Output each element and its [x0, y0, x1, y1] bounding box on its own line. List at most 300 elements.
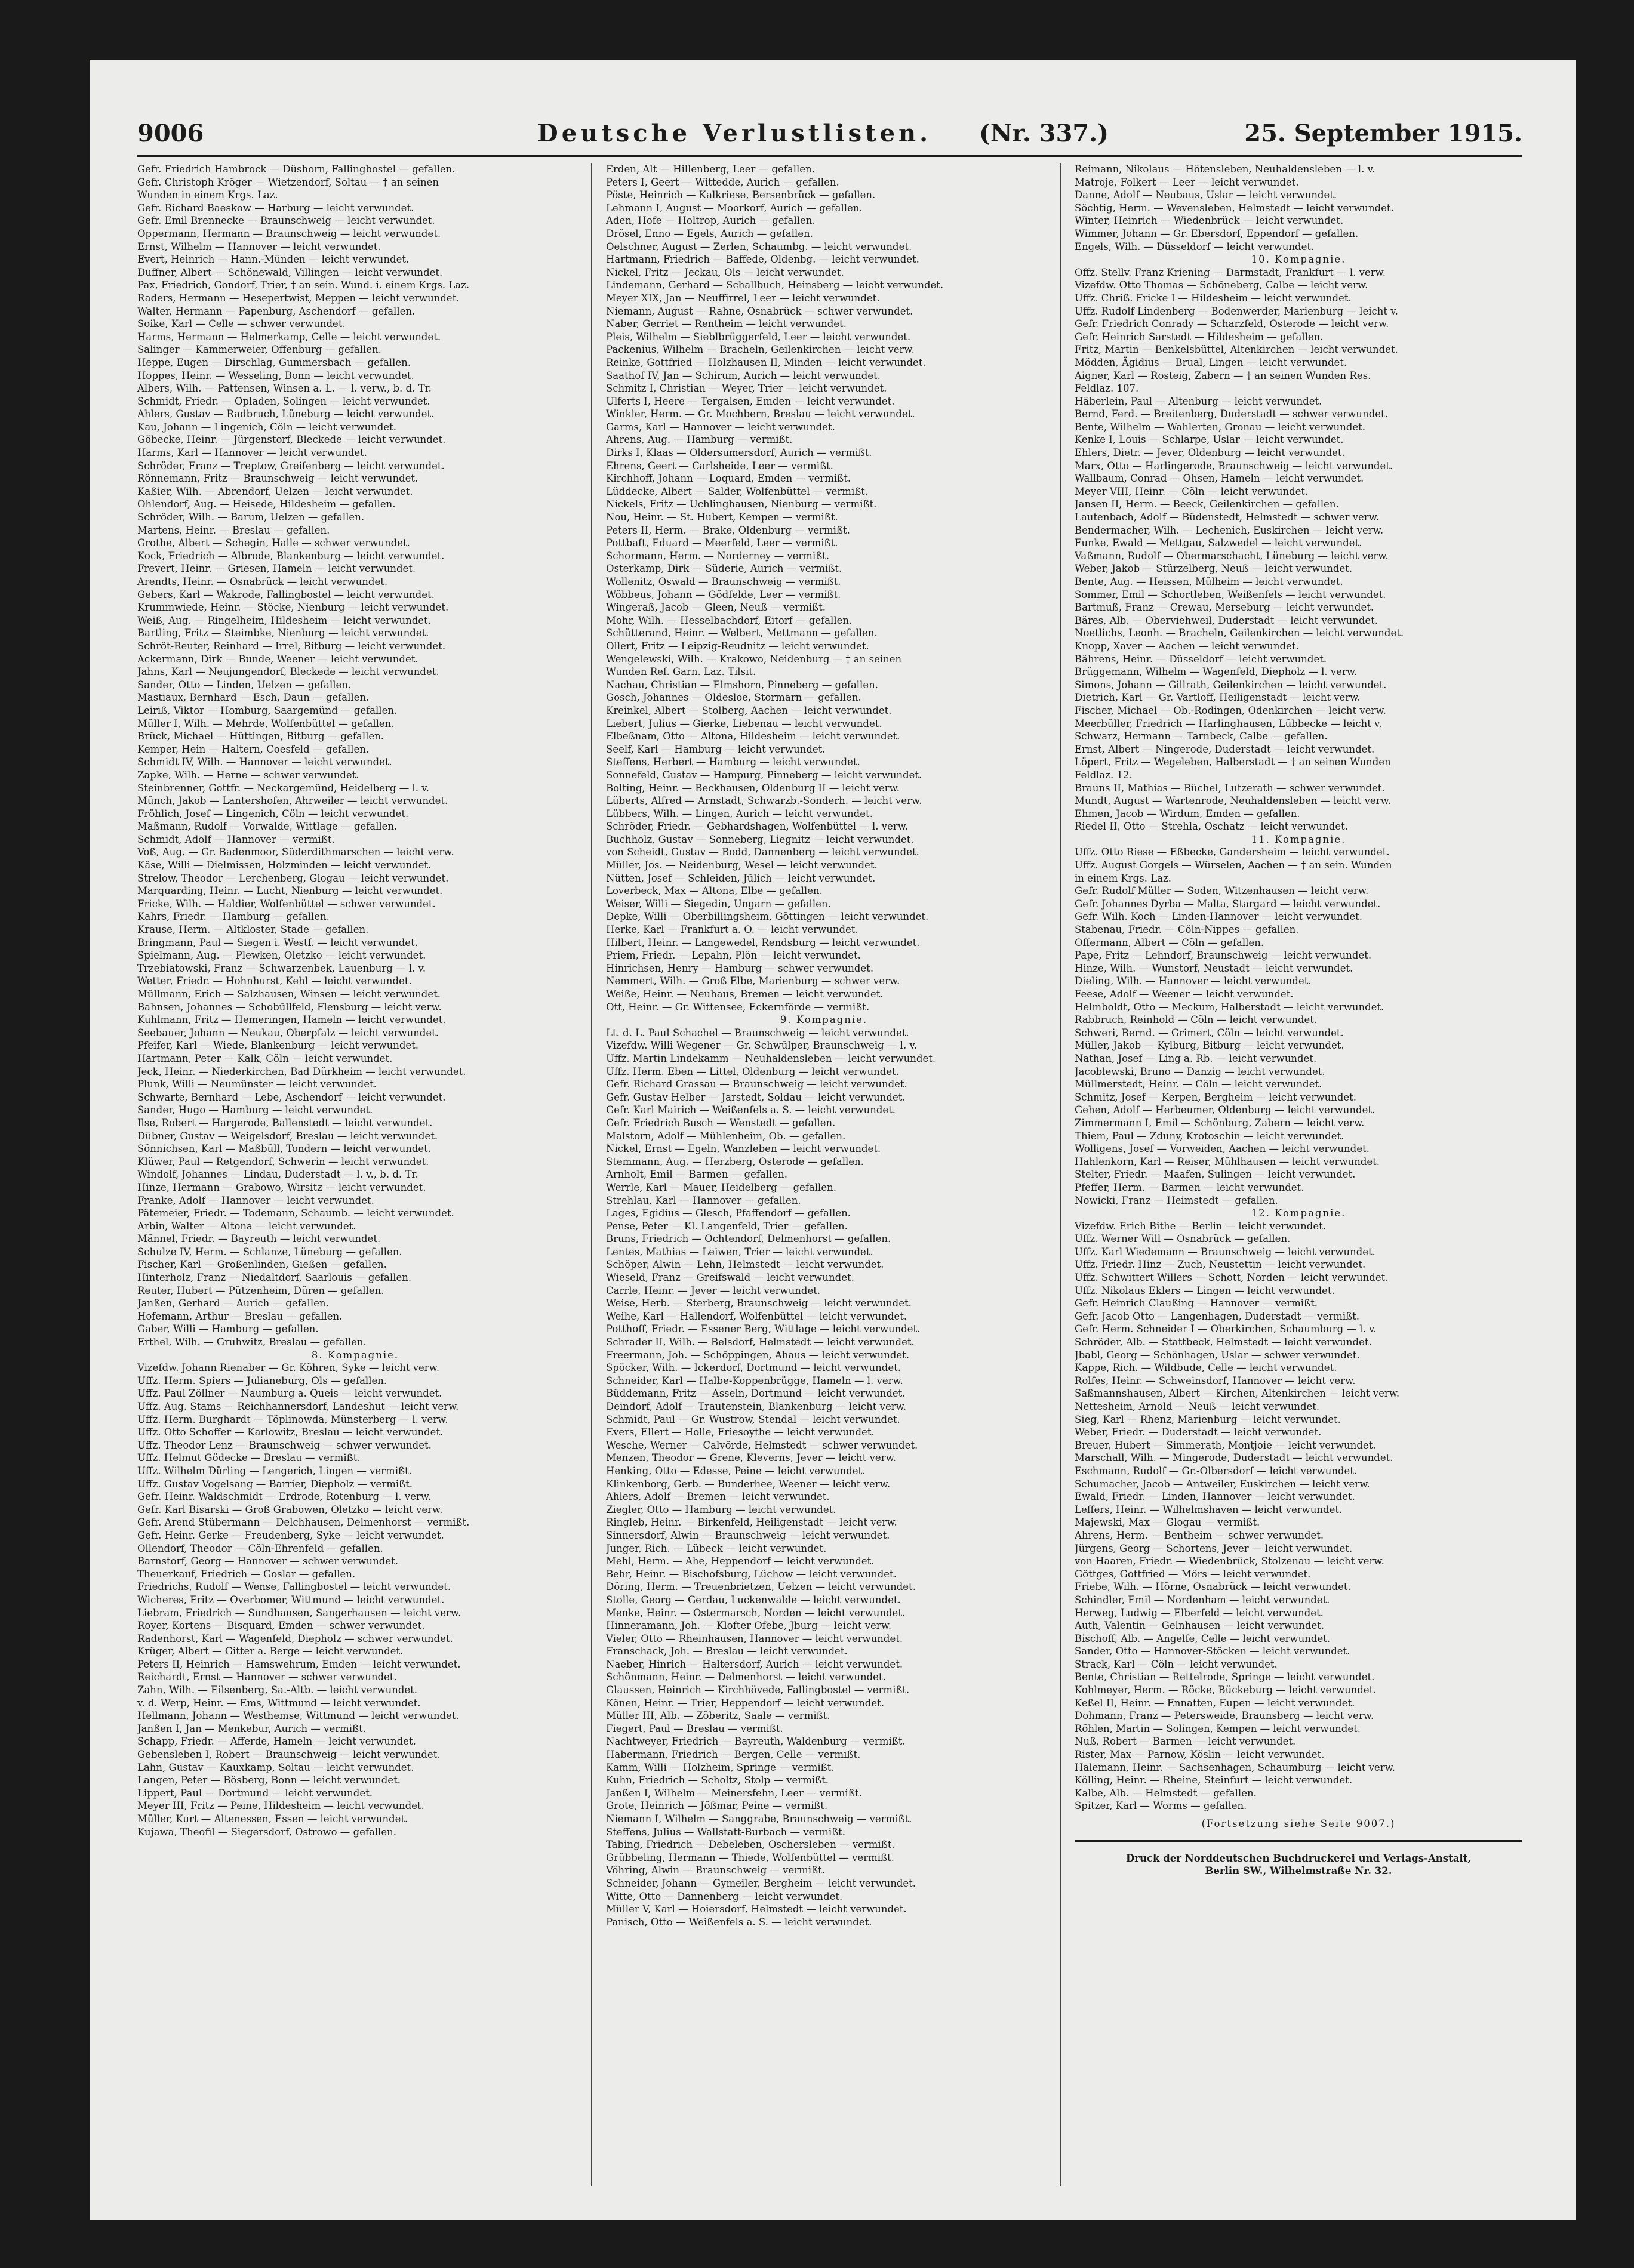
casualty-entry: Nickels, Fritz — Uchlinghausen, Nienburg — vermißt. [606, 498, 877, 510]
casualty-entry: Malstorn, Adolf — Mühlenheim, Ob. — gefallen. [606, 1130, 846, 1142]
casualty-entry: Majewski, Max — Glogau — vermißt. [1075, 1517, 1260, 1529]
casualty-entry: Söchtig, Herm. — Wevensleben, Helmstedt — leicht verwundet. [1075, 202, 1394, 214]
casualty-entry: Spöcker, Wilh. — Ickerdorf, Dortmund — leicht verwundet. [606, 1362, 901, 1374]
casualty-entry: Ehmen, Jacob — Wirdum, Emden — gefallen. [1075, 808, 1300, 819]
casualty-entry: Gefr. Wilh. Koch — Linden-Hannover — leicht verwundet. [1075, 911, 1363, 923]
casualty-entry: Reinke, Gottfried — Holzhausen II, Minden — leicht verwundet. [606, 356, 926, 368]
casualty-entry: Krause, Herm. — Altkloster, Stade — gefallen. [137, 924, 369, 936]
printer-imprint: Druck der Norddeutschen Buchdruckerei und Verlags-Anstalt, [1125, 1852, 1472, 1864]
casualty-entry: Radenhorst, Karl — Wagenfeld, Diepholz — schwer verwundet. [137, 1632, 453, 1644]
casualty-entry: Priem, Friedr. — Lepahn, Plön — leicht verwundet. [606, 950, 861, 962]
casualty-entry: Ilse, Robert — Hargerode, Ballenstedt — leicht verwundet. [137, 1117, 433, 1129]
casualty-entry: Frevert, Heinr. — Griesen, Hameln — leicht verwundet. [137, 563, 416, 575]
casualty-entry: Harms, Hermann — Helmerkamp, Celle — leicht verwundet. [137, 331, 441, 343]
casualty-entry: Arnholt, Emil — Barmen — gefallen. [606, 1169, 787, 1181]
casualty-entry: Vizefdw. Johann Rienaber — Gr. Köhren, Syke — leicht verw. [137, 1362, 440, 1374]
casualty-entry: Kirchhoff, Johann — Loquard, Emden — vermißt. [606, 473, 851, 485]
casualty-entry: Lüddecke, Albert — Salder, Wolfenbüttel — vermißt. [606, 485, 869, 497]
casualty-entry: Weber, Jakob — Stürzelberg, Neuß — leicht verwundet. [1075, 563, 1353, 575]
casualty-entry: Häberlein, Paul — Altenburg — leicht verwundet. [1075, 395, 1322, 407]
casualty-entry: Tabing, Friedrich — Debeleben, Oschersleben — vermißt. [606, 1839, 895, 1851]
casualty-entry: Schwarz, Hermann — Tarnbeck, Calbe — gefallen. [1075, 731, 1328, 742]
casualty-entry: Bartmuß, Franz — Crewau, Merseburg — leicht verwundet. [1075, 602, 1374, 614]
casualty-entry: Depke, Willi — Oberbillingsheim, Göttingen — leicht verwundet. [606, 911, 929, 923]
casualty-entry: Windolf, Johannes — Lindau, Duderstadt — l. v., b. d. Tr. [137, 1169, 418, 1181]
casualty-entry: Bahnsen, Johannes — Schobüllfeld, Flensburg — leicht verw. [137, 1001, 442, 1013]
casualty-entry: Spitzer, Karl — Worms — gefallen. [1075, 1800, 1247, 1812]
casualty-entry: Arbin, Walter — Altona — leicht verwundet. [137, 1220, 356, 1232]
casualty-entry: Kohlmeyer, Herm. — Röcke, Bückeburg — leicht verwundet. [1075, 1684, 1377, 1696]
casualty-entry: Brauns II, Mathias — Büchel, Lutzerath — schwer verwundet. [1075, 782, 1385, 794]
casualty-entry: Gefr. Friedrich Hambrock — Düshorn, Fallingbostel — gefallen. [137, 164, 456, 175]
casualty-entry: Harms, Karl — Hannover — leicht verwundet. [137, 447, 368, 459]
casualty-entry: Gefr. Johannes Dyrba — Malta, Stargard — leicht verwundet. [1075, 898, 1381, 910]
casualty-entry: Hartmann, Friedrich — Baffede, Oldenbg. — leicht verwundet. [606, 254, 919, 266]
casualty-entry: Schmidt, Friedr. — Opladen, Solingen — leicht verwundet. [137, 395, 430, 407]
casualty-entry: Bente, Aug. — Heissen, Mülheim — leicht verwundet. [1075, 576, 1343, 587]
casualty-entry: Schönmann, Heinr. — Delmenhorst — leicht verwundet. [606, 1671, 886, 1683]
casualty-entry: Liebram, Friedrich — Sundhausen, Sangerhausen — leicht verw. [137, 1607, 461, 1619]
casualty-entry: Jansen II, Herm. — Beeck, Geilenkirchen — gefallen. [1075, 498, 1339, 510]
casualty-entry: Nemmert, Wilh. — Groß Elbe, Marienburg — schwer verw. [606, 975, 900, 987]
casualty-entry: Sieg, Karl — Rhenz, Marienburg — leicht verwundet. [1075, 1413, 1341, 1425]
casualty-entry: Uffz. Schwittert Willers — Schott, Norden — leicht verwundet. [1075, 1272, 1389, 1284]
casualty-entry: Schmidt IV, Wilh. — Hannover — leicht verwundet. [137, 756, 392, 768]
casualty-entry: Müller, Kurt — Altenessen, Essen — leicht verwundet. [137, 1813, 408, 1825]
casualty-entry: Dirks I, Klaas — Oldersumersdorf, Aurich — vermißt. [606, 447, 872, 459]
casualty-entry: Menke, Heinr. — Ostermarsch, Norden — leicht verwundet. [606, 1607, 906, 1619]
casualty-entry: Jeck, Heinr. — Niederkirchen, Bad Dürkheim — leicht verwundet. [137, 1065, 466, 1077]
casualty-entry: Wollenitz, Oswald — Braunschweig — vermißt. [606, 576, 841, 587]
casualty-entry: Kamm, Willi — Holzheim, Springe — vermißt. [606, 1761, 835, 1773]
casualty-entry: Winkler, Herm. — Gr. Mochbern, Breslau — leicht verwundet. [606, 408, 915, 420]
column-1 [137, 163, 573, 2192]
casualty-entry: Herweg, Ludwig — Elberfeld — leicht verwundet. [1075, 1607, 1324, 1619]
casualty-entry: Mastiaux, Bernhard — Esch, Daun — gefallen. [137, 692, 370, 704]
casualty-entry: Lüberts, Alfred — Arnstadt, Schwarzb.-Sonderh. — leicht verw. [606, 795, 922, 807]
casualty-entry: Friebe, Wilh. — Hörne, Osnabrück — leicht verwundet. [1075, 1581, 1351, 1593]
casualty-entry: Hofemann, Arthur — Breslau — gefallen. [137, 1310, 343, 1322]
casualty-entry: Rönnemann, Fritz — Braunschweig — leicht verwundet. [137, 473, 418, 485]
page-scan [90, 60, 1576, 2220]
casualty-entry: Hinze, Hermann — Grabowo, Wirsitz — leicht verwundet. [137, 1181, 426, 1193]
casualty-entry: Müller, Jakob — Kylburg, Bitburg — leicht verwundet. [1075, 1040, 1344, 1052]
casualty-entry: Pleis, Wilhelm — Sieblbrüggerfeld, Leer — leicht verwundet. [606, 331, 911, 343]
casualty-entry: Heppe, Eugen — Dirschlag, Gummersbach — gefallen. [137, 356, 411, 368]
casualty-entry: Thiem, Paul — Zduny, Krotoschin — leicht verwundet. [1075, 1130, 1344, 1142]
casualty-entry: Uffz. Otto Schoffer — Karlowitz, Breslau — leicht verwundet. [137, 1426, 444, 1438]
casualty-entry: Wetter, Friedr. — Hohnhurst, Kehl — leicht verwundet. [137, 975, 412, 987]
casualty-entry: Grübbeling, Hermann — Thiede, Wolfenbüttel — vermißt. [606, 1851, 894, 1863]
casualty-entry: Bringmann, Paul — Siegen i. Westf. — leicht verwundet. [137, 936, 418, 948]
casualty-entry: Potthoff, Friedr. — Essener Berg, Wittlage — leicht verwundet. [606, 1323, 921, 1335]
casualty-entry: Schwarte, Bernhard — Lebe, Aschendorf — leicht verwundet. [137, 1091, 446, 1103]
casualty-entry: Gefr. Friedrich Conrady — Scharzfeld, Osterode — leicht verw. [1075, 318, 1389, 330]
casualty-entry: Vöhring, Alwin — Braunschweig — vermißt. [606, 1865, 825, 1876]
casualty-entry: Gefr. Jacob Otto — Langenhagen, Duderstadt — vermißt. [1075, 1310, 1360, 1322]
casualty-entry: Nettesheim, Arnold — Neuß — leicht verwundet. [1075, 1401, 1320, 1412]
casualty-entry: Pottbaft, Eduard — Meerfeld, Leer — vermißt. [606, 537, 838, 549]
casualty-entry: Uffz. Wilhelm Dürling — Lengerich, Lingen — vermißt. [137, 1465, 412, 1477]
casualty-entry: Müller, Jos. — Neidenburg, Wesel — leicht verwundet. [606, 859, 878, 871]
casualty-entry: Saathof IV, Jan — Schirum, Aurich — leicht verwundet. [606, 369, 881, 381]
casualty-entry: Freermann, Joh. — Schöppingen, Ahaus — leicht verwundet. [606, 1349, 910, 1361]
casualty-entry: Wöbbeus, Johann — Gödfelde, Leer — vermißt. [606, 588, 841, 600]
casualty-entry: Seebauer, Johann — Neukau, Oberpfalz — leicht verwundet. [137, 1027, 439, 1039]
casualty-entry: Plunk, Willi — Neumünster — leicht verwundet. [137, 1078, 377, 1090]
casualty-entry: Kock, Friedrich — Albrode, Blankenburg — leicht verwundet. [137, 550, 445, 562]
casualty-entry: Schröder, Franz — Treptow, Greifenberg — leicht verwundet. [137, 460, 445, 472]
casualty-entry: Bente, Christian — Rettelrode, Springe — leicht verwundet. [1075, 1671, 1375, 1683]
casualty-entry: Albers, Wilh. — Pattensen, Winsen a. L. — l. verw., b. d. Tr. [137, 383, 432, 395]
casualty-entry: Winter, Heinrich — Wiedenbrück — leicht verwundet. [1075, 215, 1344, 227]
casualty-entry: Peters II, Herm. — Brake, Oldenburg — vermißt. [606, 524, 850, 536]
casualty-entry: Hinneramann, Joh. — Klofter Ofebe, Jburg — leicht verw. [606, 1620, 892, 1632]
casualty-entry: Aigner, Karl — Rosteig, Zabern — † an seinen Wunden Res. [1075, 369, 1371, 381]
casualty-entry: Nachtweyer, Friedrich — Bayreuth, Waldenburg — vermißt. [606, 1736, 906, 1748]
casualty-entry: in einem Krgs. Laz. [1075, 872, 1171, 884]
casualty-entry: Kappe, Rich. — Wildbude, Celle — leicht verwundet. [1075, 1362, 1337, 1374]
page-number: 9006 [137, 119, 204, 147]
casualty-entry: Gefr. Heinr. Gerke — Freudenberg, Syke — leicht verwundet. [137, 1529, 444, 1541]
casualty-entry: Löpert, Fritz — Wegeleben, Halberstadt — † an seinen Wunden [1075, 756, 1391, 768]
casualty-entry: Ringleb, Heinr. — Birkenfeld, Heiligenstadt — leicht verw. [606, 1517, 897, 1529]
casualty-entry: Junger, Rich. — Lübeck — leicht verwundet. [606, 1542, 827, 1554]
casualty-entry: Breuer, Hubert — Simmerath, Montjoie — leicht verwundet. [1075, 1439, 1376, 1451]
casualty-entry: Vizefdw. Otto Thomas — Schöneberg, Calbe — leicht verw. [1075, 279, 1368, 291]
continuation-note: (Fortsetzung siehe Seite 9007.) [1201, 1818, 1396, 1829]
casualty-entry: Bolting, Heinr. — Beckhausen, Oldenburg II — leicht verw. [606, 782, 900, 794]
casualty-entry: Nachau, Christian — Elmshorn, Pinneberg — gefallen. [606, 679, 878, 691]
casualty-entry: Stolle, Georg — Gerdau, Luckenwalde — leicht verwundet. [606, 1594, 901, 1606]
casualty-entry: Naeber, Hinrich — Haltersdorf, Aurich — leicht verwundet. [606, 1658, 903, 1670]
casualty-entry: Theuerkauf, Friedrich — Goslar — gefallen. [137, 1568, 356, 1580]
casualty-entry: Lages, Egidius — Glesch, Pfaffendorf — gefallen. [606, 1207, 851, 1219]
casualty-entry: Lautenbach, Adolf — Büdenstedt, Helmstedt — schwer verw. [1075, 511, 1380, 523]
casualty-entry: Saßmannshausen, Albert — Kirchen, Altenkirchen — leicht verw. [1075, 1388, 1400, 1400]
casualty-entry: Meyer VIII, Heinr. — Cöln — leicht verwundet. [1075, 485, 1309, 497]
casualty-entry: Klinkenborg, Gerb. — Bunderhee, Weener — leicht verw. [606, 1478, 891, 1490]
casualty-entry: Ahrens, Aug. — Hamburg — vermißt. [606, 434, 793, 446]
casualty-entry: Müllmann, Erich — Salzhausen, Winsen — leicht verwundet. [137, 988, 441, 1000]
casualty-entry: Schneider, Johann — Gymeiler, Bergheim — leicht verwundet. [606, 1877, 916, 1889]
casualty-entry: Gefr. Arend Stübermann — Delchhausen, Delmenhorst — vermißt. [137, 1517, 470, 1529]
casualty-entry: Sommer, Emil — Schortleben, Weißenfels — leicht verwundet. [1075, 588, 1386, 600]
casualty-entry: Zahn, Wilh. — Eilsenberg, Sa.-Altb. — leicht verwundet. [137, 1684, 418, 1696]
casualty-entry: Hinze, Wilh. — Wunstorf, Neustadt — leicht verwundet. [1075, 962, 1353, 974]
casualty-entry: Ehlers, Dietr. — Jever, Oldenburg — leicht verwundet. [1075, 447, 1345, 459]
casualty-entry: Raders, Hermann — Hesepertwist, Meppen — leicht verwundet. [137, 292, 460, 304]
casualty-entry: Herke, Karl — Frankfurt a. O. — leicht verwundet. [606, 924, 858, 936]
casualty-entry: Schormann, Herm. — Norderney — vermißt. [606, 550, 830, 562]
casualty-entry: Aden, Hofe — Holtrop, Aurich — gefallen. [606, 215, 816, 227]
casualty-entry: Elbeßnam, Otto — Altona, Hildesheim — leicht verwundet. [606, 731, 900, 742]
casualty-entry: Döring, Herm. — Treuenbrietzen, Uelzen — leicht verwundet. [606, 1581, 916, 1593]
casualty-entry: Grothe, Albert — Schegin, Halle — schwer verwundet. [137, 537, 410, 549]
casualty-entry: Erden, Alt — Hillenberg, Leer — gefallen. [606, 164, 815, 175]
casualty-entry: Weiße, Heinr. — Neuhaus, Bremen — leicht verwundet. [606, 988, 884, 1000]
casualty-entry: Ott, Heinr. — Gr. Wittensee, Eckernförde — vermißt. [606, 1001, 870, 1013]
casualty-entry: Pax, Friedrich, Gondorf, Trier, † an sein. Wund. i. einem Krgs. Laz. [137, 279, 470, 291]
casualty-entry: Röhlen, Martin — Solingen, Kempen — leicht verwundet. [1075, 1722, 1361, 1734]
casualty-entry: Spielmann, Aug. — Plewken, Oletzko — leicht verwundet. [137, 950, 426, 962]
casualty-entry: Ulferts I, Heere — Tergalsen, Emden — leicht verwundet. [606, 395, 895, 407]
casualty-entry: Klüwer, Paul — Retgendorf, Schwerin — leicht verwundet. [137, 1155, 429, 1167]
casualty-entry: Royer, Kortens — Bisquard, Emden — schwer verwundet. [137, 1620, 425, 1632]
casualty-entry: Uffz. Paul Zöllner — Naumburg a. Queis — leicht verwundet. [137, 1388, 442, 1400]
casualty-entry: Wimmer, Johann — Gr. Ebersdorf, Eppendorf — gefallen. [1075, 227, 1359, 239]
casualty-entry: Uffz. Martin Lindekamm — Neuhaldensleben — leicht verwundet. [606, 1052, 936, 1064]
casualty-entry: Auth, Valentin — Gelnhausen — leicht verwundet. [1075, 1620, 1325, 1632]
casualty-entry: Kuhn, Friedrich — Scholtz, Stolp — vermißt. [606, 1774, 829, 1786]
column-2 [606, 163, 1042, 2192]
casualty-entry: Uffz. Karl Wiedemann — Braunschweig — leicht verwundet. [1075, 1246, 1375, 1258]
casualty-entry: Arendts, Heinr. — Osnabrück — leicht verwundet. [137, 576, 388, 587]
company-heading: 11. Kompagnie. [1251, 833, 1346, 845]
casualty-entry: Weihe, Karl — Hallendorf, Wolfenbüttel — leicht verwundet. [606, 1310, 907, 1322]
casualty-entry: Schröder, Alb. — Stattbeck, Helmstedt — leicht verwundet. [1075, 1336, 1372, 1348]
casualty-entry: Deindorf, Adolf — Trautenstein, Blankenburg — leicht verw. [606, 1401, 907, 1412]
casualty-entry: Gefr. Rudolf Müller — Soden, Witzenhausen — leicht verw. [1075, 885, 1369, 897]
casualty-entry: Carrle, Heinr. — Jever — leicht verwundet. [606, 1284, 821, 1296]
casualty-entry: Gefr. Richard Grassau — Braunschweig — leicht verwundet. [606, 1078, 907, 1090]
casualty-entry: Vizefdw. Erich Bithe — Berlin — leicht verwundet. [1075, 1220, 1326, 1232]
casualty-entry: v. d. Werp, Heinr. — Ems, Wittmund — leicht verwundet. [137, 1697, 421, 1709]
casualty-entry: Müller III, Alb. — Zöberitz, Saale — vermißt. [606, 1710, 830, 1722]
casualty-entry: Ehrens, Geert — Carlsheide, Leer — vermißt. [606, 460, 833, 472]
casualty-entry: Hilbert, Heinr. — Langewedel, Rendsburg — leicht verwundet. [606, 936, 920, 948]
casualty-entry: Sinnersdorf, Alwin — Braunschweig — leicht verwundet. [606, 1529, 890, 1541]
casualty-entry: Müller V, Karl — Hoiersdorf, Helmstedt — leicht verwundet. [606, 1903, 907, 1915]
casualty-entry: Schmidt, Adolf — Hannover — vermißt. [137, 833, 335, 845]
casualty-entry: Martens, Heinr. — Breslau — gefallen. [137, 524, 330, 536]
casualty-entry: Hellmann, Johann — Westhemse, Wittmund — leicht verwundet. [137, 1710, 459, 1722]
casualty-entry: Steinbrenner, Gottfr. — Neckargemünd, Heidelberg — l. v. [137, 782, 429, 794]
column-3 [1075, 163, 1522, 2192]
casualty-entry: Bruns, Friedrich — Ochtendorf, Delmenhorst — gefallen. [606, 1233, 891, 1245]
casualty-entry: Kemper, Hein — Haltern, Coesfeld — gefallen. [137, 743, 370, 755]
casualty-entry: Krummwiede, Heinr. — Stöcke, Nienburg — leicht verwundet. [137, 602, 449, 614]
casualty-entry: Wengelewski, Wilh. — Krakowo, Neidenburg — † an seinen [606, 653, 902, 665]
casualty-entry: Walter, Hermann — Papenburg, Aschendorf — gefallen. [137, 305, 416, 317]
casualty-entry: Mundt, August — Wartenrode, Neuhaldensleben — leicht verw. [1075, 795, 1391, 807]
casualty-entry: Marschall, Wilh. — Mingerode, Duderstadt — leicht verwundet. [1075, 1452, 1393, 1464]
issue-number: (Nr. 337.) [979, 119, 1109, 147]
casualty-entry: Ewald, Friedr. — Linden, Hannover — leicht verwundet. [1075, 1491, 1355, 1503]
casualty-entry: Sander, Otto — Linden, Uelzen — gefallen. [137, 679, 352, 691]
page-header [137, 119, 1522, 149]
casualty-entry: Niemann I, Wilhelm — Sanggrabe, Braunschweig — vermißt. [606, 1813, 912, 1825]
casualty-entry: Hahlenkorn, Karl — Reiser, Mühlhausen — leicht verwundet. [1075, 1155, 1380, 1167]
casualty-entry: Gaber, Willi — Hamburg — gefallen. [137, 1323, 319, 1335]
casualty-entry: Gefr. Heinr. Waldschmidt — Erdrode, Rotenburg — l. verw. [137, 1491, 432, 1503]
casualty-entry: Bernd, Ferd. — Breitenberg, Duderstadt — schwer verwundet. [1075, 408, 1388, 420]
casualty-entry: Steffens, Julius — Wallstatt-Burbach — vermißt. [606, 1826, 846, 1838]
casualty-entry: Uffz. Friedr. Hinz — Zuch, Neustettin — leicht verwundet. [1075, 1259, 1366, 1271]
casualty-entry: Fricke, Wilh. — Haldier, Wolfenbüttel — schwer verwundet. [137, 898, 436, 910]
casualty-entry: Gefr. Herm. Schneider I — Oberkirchen, Schaumburg — l. v. [1075, 1323, 1377, 1335]
casualty-entry: Vieler, Otto — Rheinhausen, Hannover — leicht verwundet. [606, 1632, 903, 1644]
casualty-entry: Zimmermann I, Emil — Schönburg, Zabern — leicht verw. [1075, 1117, 1365, 1129]
casualty-entry: Gefr. Emil Brennecke — Braunschweig — leicht verwundet. [137, 215, 435, 227]
casualty-entry: Reichardt, Ernst — Hannover — schwer verwundet. [137, 1671, 397, 1683]
casualty-entry: Göttges, Gottfried — Mörs — leicht verwundet. [1075, 1568, 1311, 1580]
end-rule [1075, 1840, 1522, 1842]
casualty-entry: Hartmann, Peter — Kalk, Cöln — leicht verwundet. [137, 1052, 393, 1064]
casualty-entry: Rolfes, Heinr. — Schweinsdorf, Hannover — leicht verw. [1075, 1375, 1356, 1386]
casualty-entry: Jahns, Karl — Neujungendorf, Bleckede — leicht verwundet. [137, 666, 439, 678]
casualty-entry: Schneider, Karl — Halbe-Koppenbrügge, Hameln — l. verw. [606, 1375, 903, 1386]
casualty-entry: Weiß, Aug. — Ringelheim, Hildesheim — leicht verwundet. [137, 614, 431, 626]
casualty-entry: Marquarding, Heinr. — Lucht, Nienburg — leicht verwundet. [137, 885, 443, 897]
casualty-entry: Gehen, Adolf — Herbeumer, Oldenburg — leicht verwundet. [1075, 1104, 1375, 1116]
casualty-entry: Schröder, Wilh. — Barum, Uelzen — gefallen. [137, 511, 365, 523]
casualty-entry: Buchholz, Gustav — Sonneberg, Liegnitz — leicht verwundet. [606, 833, 914, 845]
casualty-entry: Gebers, Karl — Wakrode, Fallingbostel — leicht verwundet. [137, 588, 435, 600]
company-heading: 9. Kompagnie. [780, 1014, 868, 1026]
casualty-entry: Feldlaz. 12. [1075, 769, 1133, 781]
casualty-entry: Duffner, Albert — Schönewald, Villingen — leicht verwundet. [137, 266, 443, 278]
casualty-entry: Schröt-Reuter, Reinhard — Irrel, Bitburg — leicht verwundet. [137, 640, 446, 652]
casualty-entry: Sander, Hugo — Hamburg — leicht verwundet. [137, 1104, 373, 1116]
casualty-entry: Engels, Wilh. — Düsseldorf — leicht verwundet. [1075, 241, 1315, 252]
casualty-entry: Uffz. Werner Will — Osnabrück — gefallen. [1075, 1233, 1291, 1245]
casualty-entry: Münch, Jakob — Lantershofen, Ahrweiler — leicht verwundet. [137, 795, 448, 807]
casualty-entry: Wolligens, Josef — Vorweiden, Aachen — leicht verwundet. [1075, 1143, 1370, 1155]
casualty-entry: Fischer, Michael — Ob.-Rodingen, Odenkirchen — leicht verw. [1075, 704, 1386, 716]
casualty-entry: Bährens, Heinr. — Düsseldorf — leicht verwundet. [1075, 653, 1327, 665]
casualty-entry: Weber, Friedr. — Duderstadt — leicht verwundet. [1075, 1426, 1322, 1438]
casualty-entry: Ahlers, Gustav — Radbruch, Lüneburg — leicht verwundet. [137, 408, 435, 420]
casualty-entry: Funke, Ewald — Mettgau, Salzwedel — leicht verwundet. [1075, 537, 1362, 549]
casualty-entry: Vizefdw. Willi Wegener — Gr. Schwülper, Braunschweig — l. v. [606, 1040, 918, 1052]
casualty-entry: Fröhlich, Josef — Lingenich, Cöln — leicht verwundet. [137, 808, 409, 819]
casualty-entry: Dieling, Wilh. — Hannover — leicht verwundet. [1075, 975, 1312, 987]
casualty-entry: Gefr. Heinrich Claußing — Hannover — vermißt. [1075, 1298, 1318, 1309]
casualty-entry: Behr, Heinr. — Bischofsburg, Lüchow — leicht verwundet. [606, 1568, 897, 1580]
company-heading: 8. Kompagnie. [311, 1349, 399, 1361]
casualty-entry: Büddemann, Fritz — Asseln, Dortmund — leicht verwundet. [606, 1388, 906, 1400]
casualty-entry: Schapp, Friedr. — Afferde, Hameln — leicht verwundet. [137, 1736, 416, 1748]
casualty-entry: Schröder, Friedr. — Gebhardshagen, Wolfenbüttel — l. verw. [606, 821, 909, 833]
casualty-entry: Soike, Karl — Celle — schwer verwundet. [137, 318, 346, 330]
casualty-entry: Schulze IV, Herm. — Schlanze, Lüneburg — gefallen. [137, 1246, 402, 1258]
casualty-entry: von Haaren, Friedr. — Wiedenbrück, Stolzenau — leicht verw. [1075, 1555, 1384, 1567]
casualty-entry: Steffens, Herbert — Hamburg — leicht verwundet. [606, 756, 860, 768]
casualty-entry: Kaßier, Wilh. — Abrendorf, Uelzen — leicht verwundet. [137, 485, 413, 497]
casualty-entry: Weiser, Willi — Siegedin, Ungarn — gefallen. [606, 898, 831, 910]
casualty-entry: Gefr. Karl Mairich — Weißenfels a. S. — leicht verwundet. [606, 1104, 896, 1116]
casualty-entry: Sonnefeld, Gustav — Hampurg, Pinneberg — leicht verwundet. [606, 769, 922, 781]
casualty-entry: Kenke I, Louis — Schlarpe, Uslar — leicht verwundet. [1075, 434, 1344, 446]
header-rule [137, 155, 1522, 157]
casualty-entry: Lahn, Gustav — Kauxkamp, Soltau — leicht verwundet. [137, 1761, 414, 1773]
casualty-entry: Uffz. Otto Riese — Eßbecke, Gandersheim — leicht verwundet. [1075, 846, 1390, 858]
casualty-entry: Wicheres, Fritz — Overbomer, Wittmund — leicht verwundet. [137, 1594, 445, 1606]
publication-title: Deutsche Verlustlisten. [537, 119, 932, 147]
casualty-entry: Ollendorf, Theodor — Cöln-Ehrenfeld — gefallen. [137, 1542, 383, 1554]
casualty-entry: Ziegler, Otto — Hamburg — leicht verwundet. [606, 1503, 836, 1515]
casualty-entry: Noetlichs, Leonh. — Bracheln, Geilenkirchen — leicht verwundet. [1075, 627, 1404, 639]
issue-date: 25. September 1915. [1244, 119, 1522, 147]
casualty-entry: Offz. Stellv. Franz Kriening — Darmstadt, Frankfurt — l. verw. [1075, 266, 1386, 278]
casualty-entry: Rister, Max — Parnow, Köslin — leicht verwundet. [1075, 1749, 1325, 1761]
casualty-entry: Franschack, Joh. — Breslau — leicht verwundet. [606, 1645, 848, 1657]
casualty-entry: Gefr. Karl Bisarski — Groß Grabowen, Oletzko — leicht verw. [137, 1503, 443, 1515]
casualty-entry: Göbecke, Heinr. — Jürgenstorf, Bleckede — leicht verwundet. [137, 434, 446, 446]
casualty-entry: Gefr. Gustav Helber — Jarstedt, Soldau — leicht verwundet. [606, 1091, 906, 1103]
casualty-entry: Knopp, Xaver — Aachen — leicht verwundet. [1075, 640, 1299, 652]
casualty-entry: Wieseld, Franz — Greifswald — leicht verwundet. [606, 1272, 854, 1284]
casualty-entry: Osterkamp, Dirk — Süderie, Aurich — vermißt. [606, 563, 842, 575]
casualty-entry: Müllmerstedt, Heinr. — Cöln — leicht verwundet. [1075, 1078, 1322, 1090]
casualty-entry: Pätemeier, Friedr. — Todemann, Schaumb. — leicht verwundet. [137, 1207, 454, 1219]
casualty-entry: Strack, Karl — Cöln — leicht verwundet. [1075, 1658, 1278, 1670]
casualty-entry: Wingeraß, Jacob — Gleen, Neuß — vermißt. [606, 602, 826, 614]
casualty-entry: Ahlers, Adolf — Bremen — leicht verwundet. [606, 1491, 830, 1503]
casualty-entry: Gefr. Christoph Kröger — Wietzendorf, Soltau — † an seinen [137, 176, 439, 188]
casualty-entry: Uffz. Gustav Vogelsang — Barrier, Diepholz — vermißt. [137, 1478, 413, 1490]
casualty-entry: Kau, Johann — Lingenich, Cöln — leicht verwundet. [137, 421, 397, 433]
casualty-entry: Ernst, Albert — Ningerode, Duderstadt — leicht verwundet. [1075, 743, 1375, 755]
casualty-entry: von Scheidt, Gustav — Bodd, Dannenberg — leicht verwundet. [606, 846, 919, 858]
casualty-entry: Janßen I, Wilhelm — Meinersfehn, Leer — vermißt. [606, 1787, 862, 1799]
casualty-entry: Wesche, Werner — Calvörde, Helmstedt — schwer verwundet. [606, 1439, 918, 1451]
casualty-entry: Ernst, Wilhelm — Hannover — leicht verwundet. [137, 241, 381, 252]
company-heading: 12. Kompagnie. [1251, 1207, 1346, 1219]
casualty-entry: Langen, Peter — Bösberg, Bonn — leicht verwundet. [137, 1774, 401, 1786]
casualty-entry: Schindler, Emil — Nordenham — leicht verwundet. [1075, 1594, 1330, 1606]
casualty-entry: Packenius, Wilhelm — Bracheln, Geilenkirchen — leicht verw. [606, 344, 915, 356]
casualty-entry: Kujawa, Theofil — Siegersdorf, Ostrowo — gefallen. [137, 1826, 396, 1838]
casualty-entry: Kreinkel, Albert — Stolberg, Aachen — leicht verwundet. [606, 704, 892, 716]
casualty-entry: Friedrichs, Rudolf — Wense, Fallingbostel — leicht verwundet. [137, 1581, 451, 1593]
casualty-entry: Pfeifer, Karl — Wiede, Blankenburg — leicht verwundet. [137, 1040, 419, 1052]
casualty-entry: Uffz. Herm. Eben — Littel, Oldenburg — leicht verwundet. [606, 1065, 900, 1077]
casualty-entry: Kölling, Heinr. — Rheine, Steinfurt — leicht verwundet. [1075, 1774, 1353, 1786]
casualty-entry: Salinger — Kammerweier, Offenburg — gefallen. [137, 344, 381, 356]
casualty-entry: Barnstorf, Georg — Hannover — schwer verwundet. [137, 1555, 399, 1567]
casualty-entry: Brüggemann, Wilhelm — Wagenfeld, Diepholz — l. verw. [1075, 666, 1358, 678]
casualty-entry: Rabbruch, Reinhold — Cöln — leicht verwundet. [1075, 1014, 1318, 1026]
casualty-entry: Kalbe, Alb. — Helmstedt — gefallen. [1075, 1787, 1257, 1799]
casualty-entry: Könen, Heinr. — Trier, Heppendorf — leicht verwundet. [606, 1697, 884, 1709]
casualty-entry: Matroje, Folkert — Leer — leicht verwundet. [1075, 176, 1299, 188]
casualty-entry: Gefr. Richard Baeskow — Harburg — leicht verwundet. [137, 202, 414, 214]
casualty-entry: Sander, Otto — Hannover-Stöcken — leicht verwundet. [1075, 1645, 1350, 1657]
casualty-entry: Nütten, Josef — Schleiden, Jülich — leicht verwundet. [606, 872, 876, 884]
casualty-entry: Erthel, Wilh. — Gruhwitz, Breslau — gefallen. [137, 1336, 367, 1348]
casualty-entry: Gosch, Johannes — Oldesloe, Stormarn — gefallen. [606, 692, 861, 704]
newspaper-page [137, 106, 1558, 2207]
column-divider [591, 163, 592, 2186]
casualty-entry: Werrle, Karl — Mauer, Heidelberg — gefallen. [606, 1181, 836, 1193]
casualty-entry: Halemann, Heinr. — Sachsenhagen, Schaumburg — leicht verw. [1075, 1761, 1395, 1773]
casualty-entry: Nowicki, Franz — Heimstedt — gefallen. [1075, 1194, 1278, 1206]
casualty-entry: Sönnichsen, Karl — Maßbüll, Tondern — leicht verwundet. [137, 1143, 432, 1155]
casualty-entry: Uffz. Herm. Burghardt — Töplinowda, Münsterberg — l. verw. [137, 1413, 448, 1425]
casualty-entry: Brück, Michael — Hüttingen, Bitburg — gefallen. [137, 731, 384, 742]
casualty-entry: Ackermann, Dirk — Bunde, Weener — leicht verwundet. [137, 653, 418, 665]
company-heading: 10. Kompagnie. [1251, 254, 1346, 266]
casualty-entry: Franke, Adolf — Hannover — leicht verwundet. [137, 1194, 374, 1206]
casualty-entry: Reimann, Nikolaus — Hötensleben, Neuhaldensleben — l. v. [1075, 164, 1375, 175]
casualty-entry: Käse, Willi — Dielmissen, Holzminden — leicht verwundet. [137, 859, 432, 871]
casualty-entry: Riedel II, Otto — Strehla, Oschatz — leicht verwundet. [1075, 821, 1348, 833]
casualty-entry: Stabenau, Friedr. — Cöln-Nippes — gefallen. [1075, 924, 1299, 936]
casualty-entry: Gefr. Friedrich Busch — Wenstedt — gefallen. [606, 1117, 836, 1129]
casualty-entry: Naber, Gerriet — Rentheim — leicht verwundet. [606, 318, 847, 330]
